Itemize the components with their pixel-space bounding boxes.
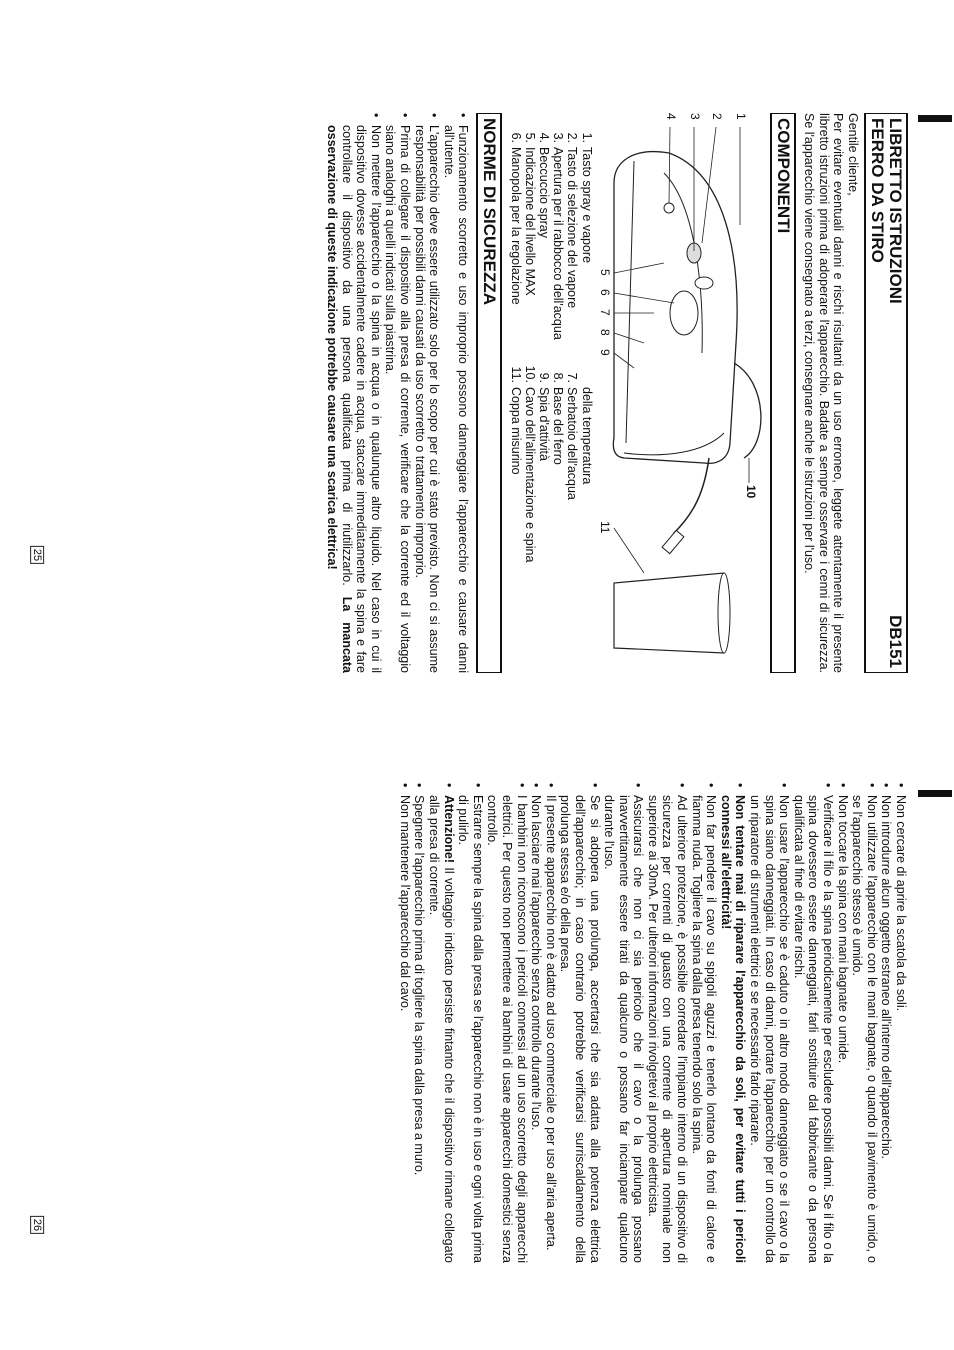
safety-item: • Verificare il filo e la spina periodicamente per escludere possibili danni. Se il filo o la spina dovessero essere danneggiati, farli sostituire dal fabbricante o da persona qualificata al fine di evitare rischi. [791,783,835,1263]
safety-item: • Prima di collegare il dispositivo alla presa di corrente, verificare che la corrente ed il voltaggio siano analoghi a quelli indicati sulla piastrina. [383,113,412,673]
figure-label-9: 9 [597,349,612,356]
component-item: 8. Base del ferro [551,372,566,465]
page-number: 25 [30,546,44,564]
component-item: 10. Cavo dell'alimentazione e spina [522,365,537,563]
steam-iron-illustration [594,113,764,673]
safety-item: • Non far pendere il cavo su spigoli aguzzi e tenerlo lontano da fonti di calore e fiamma nuda. Togliere la spina dalla presa tenendo solo la spina. [689,783,718,1263]
figure-label-5: 5 [597,269,612,276]
component-item: 2. Tasto di selezione del vapore [565,132,580,309]
safety-item: • Non lasciare mai l'apparecchio senza controllo durante l'uso. [529,783,544,1263]
safety-item: • Non cercare di aprire la scatola da soli. [893,783,908,1263]
safety-item: • Estrarre sempre la spina dalla presa se l'apparecchio non è in uso e ogni volta prima di pulirlo. [456,783,485,1263]
measuring-cup-illustration [614,573,730,653]
figure-label-6: 6 [597,289,612,296]
manual-title: LIBRETTO ISTRUZIONI [886,118,905,304]
title-box [864,113,908,673]
component-item: 6. Manopola per la regolazione [508,132,523,305]
components-list-left [508,121,593,361]
component-item: 4. Beccuccio spray [537,132,552,239]
safety-list [324,113,470,673]
safety-item: • Non introdurre alcun oggetto estraneo all'interno dell'apparecchio. [879,783,894,1263]
figure-label-4: 4 [663,113,678,120]
section-marker-bar [918,115,952,122]
safety-item: • Non mettere l'apparecchio o la spina in acqua o in qualunque altro liquido. Nel caso in cui il dispositivo dovesse accidentalmente cadere in acqua, staccare immediatamente la spina e fare controllare il dispositivo da una persona qualificata prima di riutilizzarlo. La mancata osservazione di queste indicazione potrebbe causare una scarica elettrica! [324,113,382,673]
safety-item: • Il presente apparecchio non è adatto ad uso commerciale o per uso all'aria aperta. [543,783,558,1263]
figure-label-10: 10 [743,485,758,499]
figure-label-1: 1 [733,113,748,120]
product-name: FERRO DA STIRO [868,118,887,263]
safety-list-continued [397,783,908,1263]
safety-item: • Assicurarsi che non ci sia pericolo che il cavo o la prolunga possano inavvertitamente essere tirati da qualcuno o possano far inciampare qualcuno durante l'uso. [602,783,646,1263]
safety-item: • I bambini non riconoscono i pericoli connessi ad un uso scorretto degli apparecchi elettrici. Per questo non permettere ai bambini di usare apparecchi domestici senza controllo. [485,783,529,1263]
figure-label-11: 11 [597,521,612,534]
figure-label-8: 8 [597,329,612,336]
safety-item: • Attenzione! Il voltaggio indicato persiste fintanto che il dispositivo rimane collegato alla presa di corrente. [426,783,455,1263]
component-item: 3. Apertura per il rabbocco dell'acqua [551,132,566,340]
safety-item: • Non toccare la spina con mani bagnate o umide. [835,783,850,1263]
safety-heading: NORME DI SICUREZZA [476,113,502,673]
manual-page-25 [58,113,908,673]
greeting: Gentile cliente, [846,113,860,196]
page-number: 26 [30,1216,44,1234]
safety-item: • Non utilizzare l'apparecchio con le mani bagnate, o quando il pavimento è umido, o se l'apparecchio stesso è umido. [850,783,879,1263]
safety-item: • Funzionamento scorretto e uso improprio possono danneggiare l'apparecchio e causare danni all'utente. [441,113,470,673]
components-heading: COMPONENTI [770,113,796,673]
component-item: 5. Indicazione del livello MAX [522,132,537,296]
safety-item: • Se si adopera una prolunga, accertarsi che sia adatta alla potenza elettrica dell'apparecchio; in caso contrario potrebbe verificarsi surriscaldamento della prolunga stessa e/o della presa. [558,783,602,1263]
components-list-right [508,361,593,601]
component-item: 1. Tasto spray e vapore [579,132,594,264]
model-number: DB151 [886,615,905,668]
intro-paragraph: Per evitare eventuali danni e rischi risultanti da un uso erroneo, leggete attentamente il presente libretto istruzioni prima di adoperare l'apparecchio. Badate a sempre osservare i cenni di sicurezza. Se l'apparecchio viene consegnato a terzi, consegnare anche le istruzioni per l'uso. [802,113,846,673]
figure-label-7: 7 [597,309,612,316]
iron-figure [594,113,764,673]
component-item: 9. Spia d'attività [537,372,552,461]
safety-item: • Non tentare mai di riparare l'apparecchio da soli, per evitare tutti i pericoli connessi all'elettricità! [718,783,747,1263]
component-item: della temperatura [579,387,594,485]
safety-item: • Spegnere l'apparecchio prima di togliere la spina dalla presa a muro. [412,783,427,1263]
safety-item: • Ad ulteriore protezione, è possibile corredare l'impianto interno di un dispositivo di sicurezza per correnti di guasto con una corrente di apertura nominale non superiore ai 30mA. Per ulteriori informazioni rivolgetevi al proprio elettricista. [645,783,689,1263]
figure-label-3: 3 [687,113,702,120]
component-item: 7. Serbatoio dell'acqua [565,372,580,500]
figure-label-2: 2 [709,113,724,120]
safety-item: • Non usare l'apparecchio se è caduto o in altro modo danneggiato o se il cavo o la spina siano danneggiati. In caso di danni, portare l'apparecchio per un controllo da un riparatore di strumenti elettrici e se necessario farlo riparare. [747,783,791,1263]
component-item: 11. Coppa misurino [508,366,523,475]
components-legend [508,121,593,673]
safety-item: • L'apparecchio deve essere utilizzato solo per lo scopo per cui è stato previsto. Non ci si assume responsabilità per possibili danni causati da uso scorretto o trattamento improprio. [412,113,441,673]
safety-item: • Non mantenere l'apparecchio dal cavo. [397,783,412,1263]
manual-page-26 [58,783,908,1263]
section-marker-bar [918,790,952,797]
